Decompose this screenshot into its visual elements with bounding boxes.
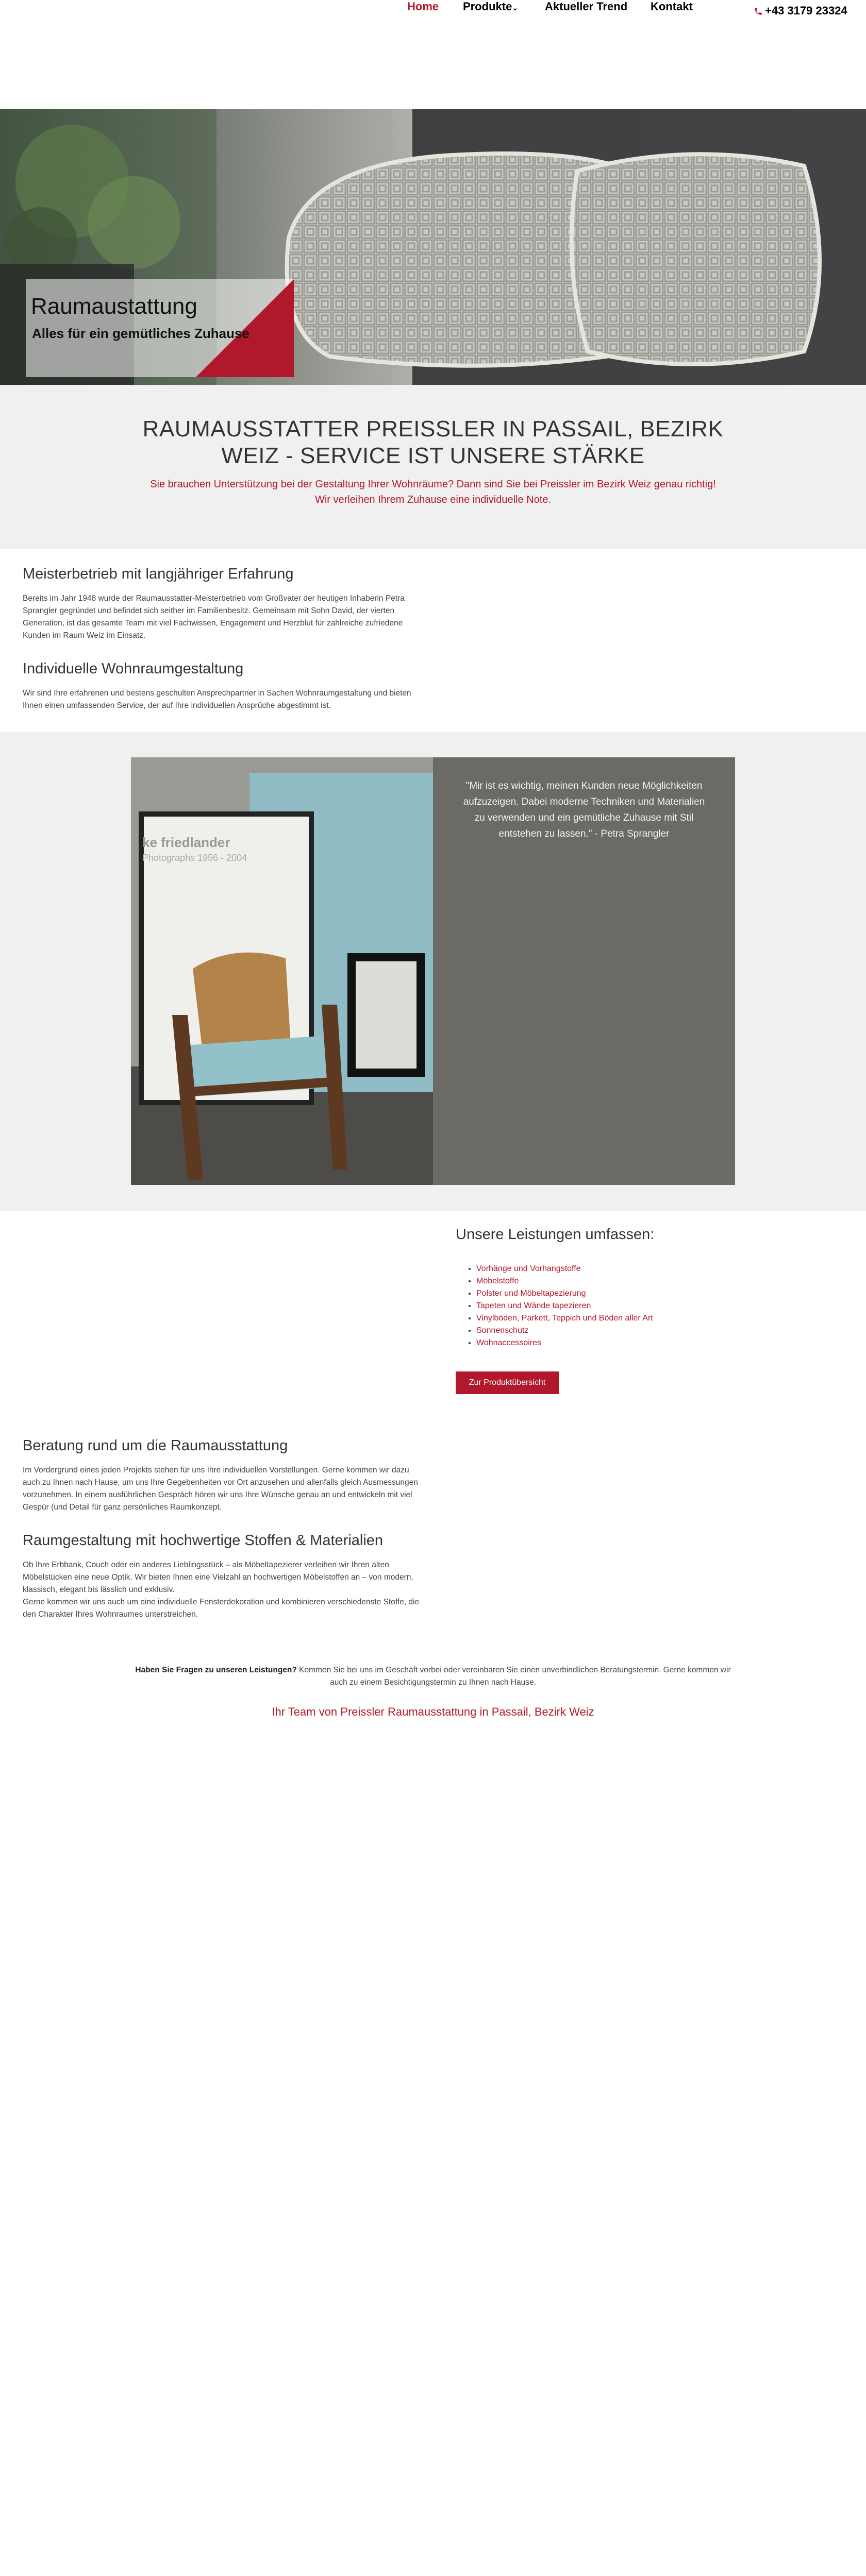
intro-text: Sie brauchen Unterstützung bei der Gestaltung Ihrer Wohnräume? Dann sind Sie bei Preissler im Bezirk Weiz genau richtig! Wir verleihen Ihrem Zuhause eine individuelle Note. [150,479,716,505]
phone-number: +43 3179 23324 [765,4,847,17]
quote-text: "Mir ist es wichtig, meinen Kunden neue Möglichkeiten aufzuzeigen. Dabei moderne Techniken und Materialien zu verwenden und ein gemütliche Zuhause mit Stil entstehen zu lassen." - Petra Sprangler [463,781,705,839]
service-item[interactable]: • Vorhänge und Vorhangstoffe [476,1263,724,1275]
poster [142,835,307,863]
section-title-beratung: Beratung rund um die Raumausstattung [23,1437,288,1454]
hero-caption [26,284,294,367]
quote-panel [433,757,735,1185]
intro-heading: RAUMAUSSTATTER PREISSLER IN PASSAIL, BEZIRK WEIZ - SERVICE IST UNSERE STÄRKE [142,416,724,468]
gallery-section [0,732,866,1211]
nav-item-aktueller-trend[interactable]: Aktueller Trend [545,0,628,13]
section-text-raumgestaltung-2: Gerne kommen wir uns auch um eine individuelle Fensterdekoration und kombinieren verschiedenste Stoffe, die den Charakter Ihres Wohnraumes unterstreichen. [23,1598,420,1619]
nav-item-kontakt[interactable]: Kontakt [651,0,693,13]
hero-subtitle: Alles für ein gemütliches Zuhause [32,326,249,341]
section-title-meisterbetrieb: Meisterbetrieb mit langjähriger Erfahrung [23,566,294,582]
hero-title: Raumaustattung [31,294,197,319]
service-item[interactable]: • Wohnaccessoires [476,1337,724,1349]
armchair-illustration [131,757,433,1185]
section-text-wohnraumgestaltung: Wir sind Ihre erfahrenen und bestens geschulten Ansprechpartner in Sachen Wohnraumgestaltung und bieten Ihnen einen umfassenden Service, der auf Ihre individuellen Ansprüche abgestimmt ist. [23,689,411,710]
section-text-raumgestaltung: Ob Ihre Erbbank, Couch oder ein anderes Lieblingsstück – als Möbeltapezierer verleihen wir Ihren alten Möbelstücken eine neue Optik. Wir bieten Ihnen eine Vielzahl an hochwertigen Möbelstoffen an – von modern, klassisch, elegant bis lässlich und exklusiv. [23,1561,413,1594]
services-list-block [456,1226,724,1387]
nav-item-home[interactable]: Home [407,0,439,13]
phone-link[interactable] [754,4,847,18]
product-overview-button[interactable]: Zur Produktübersicht [456,1371,559,1394]
services-list [456,1263,724,1349]
service-item[interactable]: • Polster und Möbeltapezierung [476,1287,724,1300]
services-title: Unsere Leistungen umfassen: [456,1226,655,1243]
armchair-image [131,757,433,1185]
chevron-down-icon: ⌄ [512,4,519,12]
service-item[interactable]: • Tapeten und Wände tapezieren [476,1300,724,1312]
top-navigation [0,0,866,31]
service-item[interactable]: • Vinylböden, Parkett, Teppich und Böden aller Art [476,1312,724,1325]
phone-icon [754,7,763,16]
cta-body: Kommen Sie bei uns im Geschäft vorbei oder vereinbaren Sie einen unverbindlichen Beratungstermin. Gerne kommen wir auch zu einem Besichtigungstermin zu Ihnen nach Hause. [296,1666,731,1687]
service-item[interactable]: • Möbelstoffe [476,1275,724,1287]
service-item[interactable]: • Sonnenschutz [476,1325,724,1337]
poster-subtitle: Photographs 1956 - 2004 [142,853,247,863]
section-text-meisterbetrieb: Bereits im Jahr 1948 wurde der Raumausstatter-Meisterbetrieb vom Großvater der heutigen Inhaberin Petra Sprangler gegründet und befindet sich seither im Familienbesitz. Gemeinsam mit Sohn David, der vierten Generation, ist das gesamte Team mit viel Fachwissen, Engagement und Herzblut für zahlreiche zufriedene Kunden im Raum Weiz im Einsatz. [23,594,405,640]
intro-section [0,385,866,549]
section-title-wohnraumgestaltung: Individuelle Wohnraumgestaltung [23,660,244,677]
nav-item-produkte-label: Produkte [463,0,512,13]
hero-banner [0,109,866,385]
team-signature: Ihr Team von Preissler Raumausstattung in Passail, Bezirk Weiz [272,1705,594,1718]
cta-bold: Haben Sie Fragen zu unseren Leistungen? [135,1666,297,1674]
poster-title: ke friedlander [142,835,230,850]
nav-item-produkte[interactable] [463,0,518,13]
section-text-beratung: Im Vordergrund eines jeden Projekts stehen für uns Ihre individuellen Vorstellungen. Gerne kommen wir dazu auch zu Ihnen nach Hause, um uns Ihre Gegebenheiten vor Ort anzusehen und allenfalls gleich Ausmessungen vorzunehmen. In einem ausführlichen Gespräch hören wir uns Ihre Wünsche genau an und entwickeln mit viel Gespür (und Detail für ganz persönliches Raumkonzept. [23,1466,418,1512]
section-title-raumgestaltung: Raumgestaltung mit hochwertige Stoffen & Materialien [23,1532,384,1549]
cta-text [129,1664,737,1689]
